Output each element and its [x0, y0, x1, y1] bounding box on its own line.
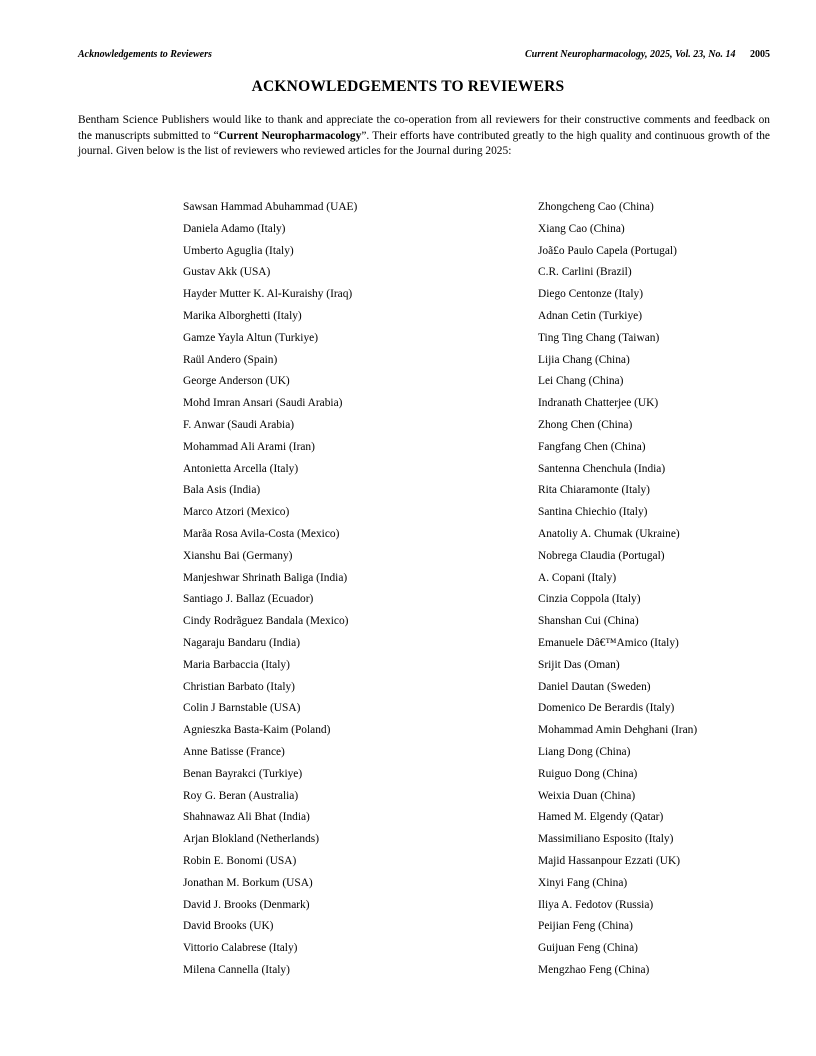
reviewer-entry: Antonietta Arcella (Italy): [183, 462, 299, 475]
reviewer-entry: Srijit Das (Oman): [538, 658, 620, 671]
reviewer-entry: F. Anwar (Saudi Arabia): [183, 418, 295, 431]
intro-text-after: ”. Their efforts have contributed greatly to the high quality and continuous growth of the journal. Given below is the list of reviewers who reviewed articles for the Journal during 2025:: [78, 129, 770, 158]
reviewer-entry: Maria Barbaccia (Italy): [183, 658, 290, 671]
reviewer-entry: Marika Alborghetti (Italy): [183, 309, 302, 322]
reviewer-entry: Benan Bayrakci (Turkiye): [183, 767, 303, 780]
reviewer-entry: Bala Asis (India): [183, 484, 261, 497]
reviewer-entry: Vittorio Calabrese (Italy): [183, 942, 298, 955]
reviewer-entry: Raül Andero (Spain): [183, 353, 278, 366]
reviewer-entry: Santiago J. Ballaz (Ecuador): [183, 593, 314, 606]
reviewer-entry: Gustav Akk (USA): [183, 266, 271, 279]
reviewer-entry: Hayder Mutter K. Al-Kuraishy (Iraq): [183, 288, 353, 301]
reviewer-entry: Shahnawaz Ali Bhat (India): [183, 811, 310, 824]
reviewer-entry: Fangfang Chen (China): [538, 440, 646, 453]
reviewer-entry: Guijuan Feng (China): [538, 942, 638, 955]
reviewer-entry: Colin J Barnstable (USA): [183, 702, 301, 715]
reviewer-entry: Gamze Yayla Altun (Turkiye): [183, 331, 318, 344]
reviewer-entry: David J. Brooks (Denmark): [183, 898, 310, 911]
reviewer-list: [78, 197, 770, 982]
reviewer-entry: Sawsan Hammad Abuhammad (UAE): [183, 201, 358, 213]
reviewer-entry: Cinzia Coppola (Italy): [538, 593, 641, 606]
reviewer-entry: C.R. Carlini (Brazil): [538, 266, 632, 279]
reviewer-entry: Anatoliy A. Chumak (Ukraine): [538, 527, 680, 540]
reviewer-entry: Arjan Blokland (Netherlands): [183, 833, 320, 846]
reviewer-column-right: [538, 197, 770, 982]
reviewer-entry: George Anderson (UK): [183, 375, 290, 388]
page-title: ACKNOWLEDGEMENTS TO REVIEWERS: [251, 78, 565, 95]
reviewer-entry: Shanshan Cui (China): [538, 615, 639, 628]
reviewer-entry: Indranath Chatterjee (UK): [538, 397, 659, 410]
reviewer-entry: Liang Dong (China): [538, 745, 631, 758]
reviewer-entry: Xianshu Bai (Germany): [183, 549, 293, 562]
reviewer-entry: Santenna Chenchula (India): [538, 462, 666, 475]
reviewer-entry: Daniela Adamo (Italy): [183, 222, 286, 235]
reviewer-entry: Mohd Imran Ansari (Saudi Arabia): [183, 397, 343, 410]
intro-paragraph: [78, 113, 770, 160]
reviewer-entry: Roy G. Beran (Australia): [183, 789, 299, 802]
reviewer-entry: Iliya A. Fedotov (Russia): [538, 898, 654, 911]
reviewer-entry: Cindy Rodrãguez Bandala (Mexico): [183, 615, 349, 628]
running-header: [78, 49, 770, 60]
reviewer-entry: Mohammad Amin Dehghani (Iran): [538, 724, 698, 737]
reviewer-entry: Manjeshwar Shrinath Baliga (India): [183, 571, 348, 584]
reviewer-entry: Hamed M. Elgendy (Qatar): [538, 811, 664, 824]
reviewer-entry: Xiang Cao (China): [538, 222, 625, 235]
reviewer-entry: Christian Barbato (Italy): [183, 680, 295, 693]
reviewer-entry: Mohammad Ali Arami (Iran): [183, 440, 315, 453]
reviewer-entry: Majid Hassanpour Ezzati (UK): [538, 854, 681, 867]
reviewer-entry: Emanuele Dâ€™Amico (Italy): [538, 636, 679, 649]
reviewer-entry: Zhong Chen (China): [538, 418, 633, 431]
page-number: 2005: [750, 49, 770, 60]
reviewer-entry: Weixia Duan (China): [538, 789, 636, 802]
reviewer-entry: Milena Cannella (Italy): [183, 963, 290, 976]
reviewer-entry: Agnieszka Basta-Kaim (Poland): [183, 724, 331, 737]
reviewer-entry: Marco Atzori (Mexico): [183, 506, 290, 519]
reviewer-entry: Jonathan M. Borkum (USA): [183, 876, 313, 889]
reviewer-entry: Anne Batisse (France): [183, 745, 285, 758]
reviewer-entry: Marãa Rosa Avila-Costa (Mexico): [183, 527, 340, 540]
reviewer-entry: Adnan Cetin (Turkiye): [538, 309, 642, 322]
reviewer-entry: Massimiliano Esposito (Italy): [538, 833, 674, 846]
reviewer-entry: Peijian Feng (China): [538, 920, 633, 933]
journal-name-bold: Current Neuropharmacology: [218, 129, 362, 142]
reviewer-entry: Mengzhao Feng (China): [538, 963, 650, 976]
reviewer-entry: Diego Centonze (Italy): [538, 288, 644, 301]
reviewer-entry: A. Copani (Italy): [538, 571, 617, 584]
reviewer-entry: Lijia Chang (China): [538, 353, 630, 366]
reviewer-entry: Domenico De Berardis (Italy): [538, 702, 675, 715]
reviewer-column-left: [78, 197, 538, 982]
reviewer-entry: Joã£o Paulo Capela (Portugal): [538, 244, 677, 257]
intro-text-before: Bentham Science Publishers would like to thank and appreciate the co-operation from all reviewers for their constructive comments and feedback on the manuscripts submitted to “: [78, 114, 770, 142]
reviewer-entry: David Brooks (UK): [183, 920, 274, 933]
reviewer-entry: Zhongcheng Cao (China): [538, 201, 654, 213]
reviewer-entry: Lei Chang (China): [538, 375, 624, 388]
reviewer-entry: Ruiguo Dong (China): [538, 767, 638, 780]
reviewer-entry: Umberto Aguglia (Italy): [183, 244, 294, 257]
running-header-left: Acknowledgements to Reviewers: [78, 49, 212, 60]
reviewer-entry: Nagaraju Bandaru (India): [183, 636, 301, 649]
journal-citation: Current Neuropharmacology, 2025, Vol. 23, No. 14: [525, 49, 736, 60]
reviewer-entry: Daniel Dautan (Sweden): [538, 680, 651, 693]
reviewer-entry: Xinyi Fang (China): [538, 876, 628, 889]
reviewer-entry: Rita Chiaramonte (Italy): [538, 484, 650, 497]
running-header-right: [525, 49, 770, 60]
reviewer-entry: Nobrega Claudia (Portugal): [538, 549, 665, 562]
reviewer-entry: Santina Chiechio (Italy): [538, 506, 648, 519]
reviewer-entry: Robin E. Bonomi (USA): [183, 854, 297, 867]
reviewer-entry: Ting Ting Chang (Taiwan): [538, 331, 660, 344]
